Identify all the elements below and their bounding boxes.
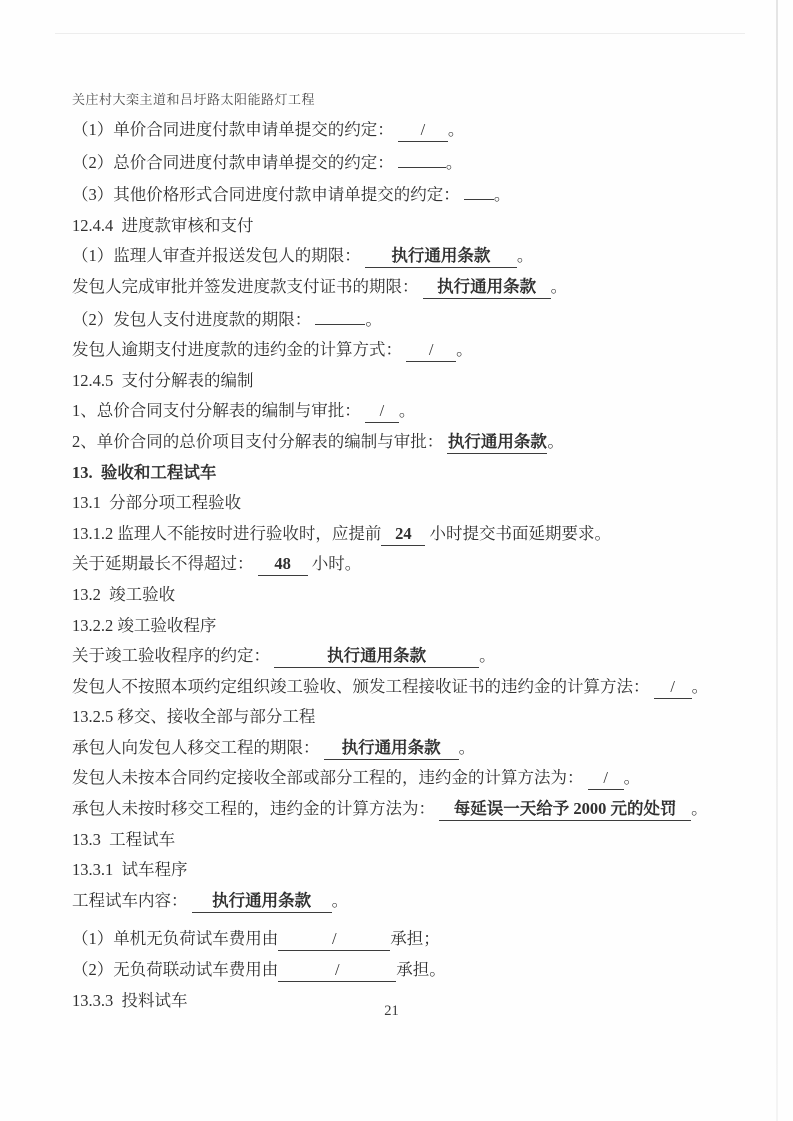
- text-run: 。: [691, 799, 708, 819]
- text-run: 发包人不按照本项约定组织竣工验收、颁发工程接收证书的违约金的计算方法：: [72, 676, 654, 696]
- text-run: 。: [445, 152, 463, 172]
- text-run: 小时。: [307, 554, 362, 574]
- clause-employer-approval-deadline: [72, 272, 729, 303]
- filled-blank-value: /: [406, 340, 456, 362]
- text-run: 13.2.2 竣工验收程序: [72, 615, 217, 635]
- clause-late-payment-penalty: [72, 335, 729, 366]
- clause-employer-acceptance-penalty: [72, 672, 729, 703]
- clause-handover-deadline: [72, 733, 729, 764]
- scan-edge-line: [776, 0, 778, 1121]
- blank-underline: [315, 303, 365, 325]
- clause-completion-acceptance-procedure: [72, 641, 729, 672]
- clause-supervisor-review-deadline: [72, 241, 729, 272]
- clause-progress-payment-other-price-forms: [72, 178, 729, 211]
- heading-13-3: [72, 825, 729, 856]
- text-run: 13.3 工程试车: [72, 829, 176, 849]
- text-run: 小时提交书面延期要求。: [425, 523, 611, 543]
- text-run: 。: [547, 431, 564, 451]
- filled-blank-value: 执行通用条款: [324, 738, 459, 760]
- heading-12-4-4: [72, 211, 729, 242]
- text-run: 。: [365, 309, 382, 329]
- heading-13: [72, 458, 729, 489]
- text-run: 承担。: [396, 960, 446, 980]
- heading-13-2-5: [72, 702, 729, 733]
- heading-13-2: [72, 580, 729, 611]
- text-run: 。: [331, 890, 349, 910]
- blank-underline: [398, 146, 446, 168]
- running-header-project-title: 关庄村大栾主道和吕圩路太阳能路灯工程: [72, 92, 316, 107]
- clause-13-1-2-inspection-delay: [72, 519, 729, 550]
- text-run: 13.2 竣工验收: [72, 584, 176, 604]
- text-run: 发包人逾期支付进度款的违约金的计算方式：: [72, 340, 407, 360]
- filled-blank-value: 执行通用条款: [365, 246, 517, 268]
- filled-blank-value: 48: [258, 554, 308, 576]
- text-run: （1）单机无负荷试车费用由: [72, 929, 279, 949]
- text-run: 13. 验收和工程试车: [72, 462, 217, 482]
- text-run: 。: [398, 401, 416, 421]
- clause-employer-payment-deadline: [72, 303, 729, 336]
- heading-13-3-1: [72, 855, 729, 886]
- clause-test-run-content: [72, 886, 729, 917]
- filled-blank-value: /: [398, 120, 448, 142]
- clause-progress-payment-lump-sum: [72, 146, 729, 179]
- text-run: 2、单价合同的总价项目支付分解表的编制与审批：: [72, 431, 448, 451]
- filled-blank-value: 24: [381, 524, 425, 546]
- text-run: 承包人未按时移交工程的，违约金的计算方法为：: [72, 799, 440, 819]
- text-run: 13.3.3 投料试车: [72, 990, 188, 1010]
- scan-artifact-top: [55, 33, 745, 34]
- text-run: 工程试车内容：: [72, 890, 192, 910]
- filled-blank-value: /: [278, 929, 390, 951]
- clause-contractor-late-handover-penalty: [72, 794, 729, 825]
- text-run: （2）发包人支付进度款的期限：: [72, 309, 316, 329]
- filled-blank-value: 每延误一天给予 2000 元的处罚: [439, 799, 691, 821]
- clause-lump-sum-breakdown: [72, 396, 729, 427]
- text-run: 。: [479, 646, 496, 666]
- filled-blank-value: 执行通用条款: [274, 646, 479, 668]
- text-run: 关于竣工验收程序的约定：: [72, 646, 275, 666]
- text-run: 13.2.5 移交、接收全部与部分工程: [72, 707, 316, 727]
- filled-blank-value: 执行通用条款: [423, 277, 551, 299]
- text-run: 发包人未按本合同约定接收全部或部分工程的，违约金的计算方法为：: [72, 768, 588, 788]
- text-run: 。: [493, 185, 511, 205]
- text-run: （1）单价合同进度付款申请单提交的约定：: [72, 120, 398, 139]
- text-run: 12.4.4 进度款审核和支付: [72, 215, 254, 235]
- heading-13-1: [72, 488, 729, 519]
- text-run: （3）其他价格形式合同进度付款申请单提交的约定：: [72, 185, 464, 205]
- clause-max-delay: [72, 549, 729, 580]
- text-run: （2）总价合同进度付款申请单提交的约定：: [72, 152, 398, 172]
- filled-blank-value: /: [588, 768, 624, 790]
- text-run: 。: [550, 276, 568, 296]
- text-run: 13.1 分部分项工程验收: [72, 493, 242, 513]
- text-run: 发包人完成审批并签发进度款支付证书的期限：: [72, 276, 423, 296]
- clause-employer-refuse-acceptance-penalty: [72, 763, 729, 794]
- text-run: 1、总价合同支付分解表的编制与审批：: [72, 401, 365, 421]
- clause-no-load-linkage-test-cost: [72, 955, 729, 986]
- text-run: 12.4.5 支付分解表的编制: [72, 370, 254, 390]
- text-run: 承担；: [390, 929, 440, 949]
- heading-13-2-2: [72, 611, 729, 642]
- text-run: 13.3.1 试车程序: [72, 860, 188, 880]
- text-run: 。: [691, 676, 709, 696]
- document-body: [72, 115, 729, 1016]
- text-run: 关于延期最长不得超过：: [72, 554, 258, 574]
- text-run: 承包人向发包人移交工程的期限：: [72, 737, 324, 757]
- text-run: （1）监理人审查并报送发包人的期限：: [72, 246, 365, 266]
- clause-progress-payment-unit-price: [72, 115, 729, 146]
- text-run: 。: [447, 120, 465, 139]
- heading-12-4-5: [72, 366, 729, 397]
- blank-underline: [464, 178, 494, 200]
- filled-blank-value: /: [654, 677, 692, 699]
- filled-blank-value: 执行通用条款: [192, 891, 332, 913]
- clause-single-machine-no-load-test-cost: [72, 924, 729, 955]
- clause-unit-price-breakdown: [72, 427, 729, 458]
- text-run: 。: [456, 340, 473, 360]
- text-run: （2）无负荷联动试车费用由: [72, 960, 279, 980]
- filled-blank-value: 执行通用条款: [447, 432, 547, 454]
- text-run: 。: [623, 768, 641, 788]
- text-run: 。: [516, 246, 534, 266]
- filled-blank-value: /: [278, 960, 396, 982]
- page-number: 21: [384, 1003, 399, 1019]
- filled-blank-value: /: [365, 401, 399, 423]
- text-run: 。: [458, 737, 476, 757]
- text-run: 13.1.2 监理人不能按时进行验收时，应提前: [72, 523, 382, 543]
